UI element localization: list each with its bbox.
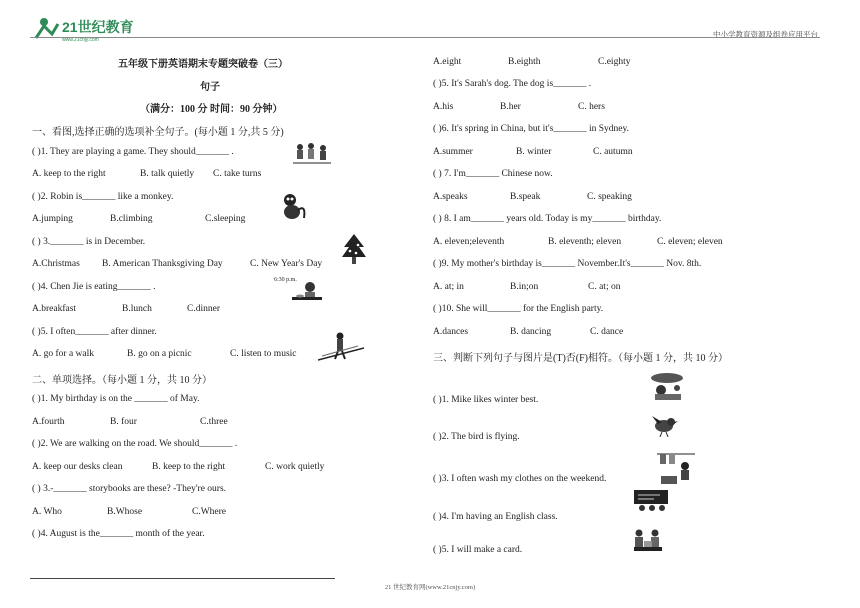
s2-q7-option-a: A.speaks <box>433 192 468 202</box>
s1-q5-option-c: C. listen to music <box>230 349 297 359</box>
s3-question-2: ( )2. The bird is flying. <box>433 432 520 442</box>
christmas-tree-image <box>340 233 368 267</box>
s2-q2-option-c: C. work quietly <box>265 462 325 472</box>
s2-question-10: ( )10. She will_______ for the English party. <box>433 304 604 314</box>
english-class-image <box>630 490 672 514</box>
s1-q2-option-c: C.sleeping <box>205 214 246 224</box>
s2-q1-option-a: A.fourth <box>32 417 65 427</box>
s2-q8-option-c: C. eleven; eleven <box>657 237 723 247</box>
s1-q1-option-c: C. take turns <box>213 169 262 179</box>
s2-q1-option-c: C.three <box>200 417 228 427</box>
s1-question-2: ( )2. Robin is_______ like a monkey. <box>32 192 174 202</box>
s1-q4-option-b: B.lunch <box>122 304 152 314</box>
s2-q7-option-c: C. speaking <box>587 192 632 202</box>
s2-question-5: ( )5. It's Sarah's dog. The dog is_______ . <box>433 79 592 89</box>
s3-question-4: ( )4. I'm having an English class. <box>433 512 558 522</box>
page-subtitle: 句子 <box>200 82 220 93</box>
s2-q9-option-b: B.in;on <box>510 282 539 292</box>
s3-question-1: ( )1. Mike likes winter best. <box>433 395 539 405</box>
footer-text: 21 世纪教育网(www.21cnjy.com) <box>384 584 476 591</box>
site-logo <box>32 12 162 44</box>
s2-question-4: ( )4. August is the_______ month of the year. <box>32 529 205 539</box>
s1-q1-option-a: A. keep to the right <box>32 169 106 179</box>
s2-q10-option-c: C. dance <box>590 327 624 337</box>
score-line: （满分：100 分 时间：90 分钟） <box>140 104 283 115</box>
s1-q2-option-b: B.climbing <box>110 214 153 224</box>
s2-question-7: ( ) 7. I'm_______ Chinese now. <box>433 169 553 179</box>
s1-q4-option-a: A.breakfast <box>32 304 77 314</box>
s2-q10-option-a: A.dances <box>433 327 469 337</box>
winter-scene-image <box>647 370 689 404</box>
s2-q3-option-a: A. Who <box>32 507 62 517</box>
section3-heading: 三、判断下列句子与图片是(T)否(F)相符。（每小题 1 分，共 10 分） <box>433 353 728 364</box>
s2-q5-option-c: C. hers <box>578 102 605 112</box>
making-card-image <box>630 527 666 553</box>
s2-question-2: ( )2. We are walking on the road. We should_______ . <box>32 439 238 449</box>
s1-q3-option-a: A.Christmas <box>32 259 80 269</box>
s3-question-5: ( )5. I will make a card. <box>433 545 523 555</box>
s2-q5-option-a: A.his <box>433 102 454 112</box>
s2-q8-option-b: B. eleventh; eleven <box>548 237 622 247</box>
s1-question-4: ( )4. Chen Jie is eating_______ . <box>32 282 156 292</box>
s1-q5-option-b: B. go on a picnic <box>127 349 192 359</box>
s1-q4-option-c: C.dinner <box>187 304 220 314</box>
s3-question-3: ( )3. I often wash my clothes on the weekend. <box>433 474 607 484</box>
s1-q1-option-b: B. talk quietly <box>140 169 195 179</box>
monkey-boy-image <box>276 190 310 224</box>
section1-heading: 一、看图,选择正确的选项补全句子。(每小题 1 分,共 5 分) <box>32 127 284 138</box>
s2-q6-option-a: A.summer <box>433 147 473 157</box>
s2-q10-option-b: B. dancing <box>510 327 552 337</box>
s2-q2-option-b: B. keep to the right <box>152 462 226 472</box>
header-divider <box>30 37 820 38</box>
s2-question-9: ( )9. My mother's birthday is_______ November.It's_______ Nov. 8th. <box>433 259 702 269</box>
children-playing-image <box>293 141 331 169</box>
walking-person-image <box>318 330 364 364</box>
s1-q2-option-a: A.jumping <box>32 214 73 224</box>
s1-q3-option-c: C. New Year's Day <box>250 259 323 269</box>
footer-divider <box>30 578 335 579</box>
clock-time-label: 6:30 p.m. <box>274 277 297 283</box>
s2-question-6: ( )6. It's spring in China, but it's_______ in Sydney. <box>433 124 629 134</box>
s1-question-1: ( )1. They are playing a game. They should_______ . <box>32 147 234 157</box>
s2-question-8: ( ) 8. I am_______ years old. Today is my_______ birthday. <box>433 214 662 224</box>
s2-q2-option-a: A. keep our desks clean <box>32 462 123 472</box>
s1-q5-option-a: A. go for a walk <box>32 349 94 359</box>
s2-q1-option-b: B. four <box>110 417 137 427</box>
s2-q6-option-b: B. winter <box>516 147 552 157</box>
s1-question-3: ( ) 3._______ is in December. <box>32 237 146 247</box>
s1-question-5: ( )5. I often_______ after dinner. <box>32 327 157 337</box>
s2-q4-option-c: C.eighty <box>598 57 631 67</box>
s2-q7-option-b: B.speak <box>510 192 541 202</box>
s2-q5-option-b: B.her <box>500 102 521 112</box>
s2-q6-option-c: C. autumn <box>593 147 633 157</box>
s1-q3-option-b: B. American Thanksgiving Day <box>102 259 223 269</box>
logo-text: 21世纪教育 <box>62 19 134 35</box>
page-title: 五年级下册英语期末专题突破卷（三） <box>118 59 288 70</box>
section2-heading: 二、单项选择。（每小题 1 分，共 10 分） <box>32 375 212 386</box>
s2-q3-option-c: C.Where <box>192 507 227 517</box>
s2-q3-option-b: B.Whose <box>107 507 143 517</box>
platform-name: 中小学教育资源及组卷应用平台 <box>713 30 818 39</box>
s2-question-3: ( ) 3.-_______ storybooks are these? -They're ours. <box>32 484 227 494</box>
s2-q8-option-a: A. eleven;eleventh <box>433 237 505 247</box>
bird-image <box>650 412 678 438</box>
s2-q9-option-a: A. at; in <box>433 282 464 292</box>
washing-clothes-image <box>655 448 697 486</box>
s2-question-1: ( )1. My birthday is on the _______ of May. <box>32 394 200 404</box>
girl-eating-image <box>274 277 324 305</box>
s2-q9-option-c: C. at; on <box>588 282 621 292</box>
logo-subtext: www.21cnjy.com <box>62 37 99 43</box>
s2-q4-option-a: A.eight <box>433 57 462 67</box>
s2-q4-option-b: B.eighth <box>508 57 541 67</box>
